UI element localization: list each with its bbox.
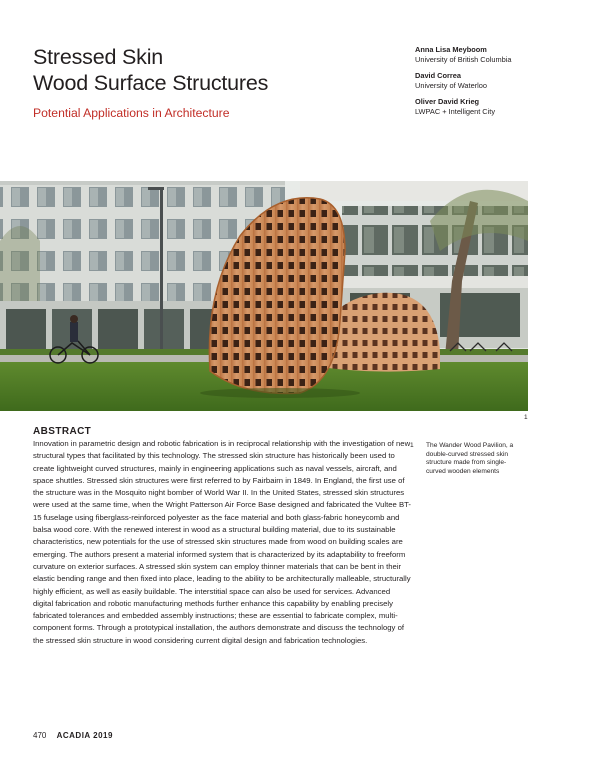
paper-title [33, 44, 268, 96]
caption-text: The Wander Wood Pavilion, a double-curved stressed skin structure made from single-curved wooden elements [426, 442, 514, 475]
conference-name: ACADIA 2019 [56, 731, 113, 740]
figure-number: 1 [524, 414, 528, 421]
page-footer [33, 731, 113, 740]
paper-subtitle: Potential Applications in Architecture [33, 106, 230, 120]
author-name: David Correa [415, 71, 462, 80]
author-entry [415, 97, 512, 117]
abstract-heading: ABSTRACT [33, 426, 92, 437]
abstract-body: Innovation in parametric design and robotic fabrication is in reciprocal relationship with the investigation of new structural types that facilitated by this technology. The stressed skin structure has historically been used to create lightweight curved structures, mainly in engineering applications such as naval vessels, aircraft, and space shuttles. Stressed skin structures were first referred to by Fairbairn in 1849. In England, the first use of the structure was in the Mosquito night bomber of World War II. In the United States, stressed skin structures were used at the same time, when the Wright Patterson Air Force Base designed and fabricated the Vultee BT-15 fuselage using fiberglass-reinforced polyester as the face material and both glass-fabric honeycomb and balsa wood core. With the renewed interest in wood as a structural building material, due to its sustainable characteristics, new potentials for the use of stressed skin structures made from wood on building scales are emerging. The authors present a material informed system that is characterized by its adaptability to freeform curvature on exterior surfaces. A stressed skin system can employ thinner materials that can be bent in their elastic bending range and then fixed into place, leading to the ability to be architecturally malleable, structurally highly efficient, as well as easily buildable. The interstitial space can also be used for services. Advanced digital fabrication and robotic manufacturing methods further enhance this capability by enabling precisely fabricated tolerances and embedded assembly instructions; these are essential to fabricate complex, multi-component forms. Through a prototypical installation, the authors demonstrate and discuss the technology of the stressed skin structure in wood considering current digital design and fabrication technologies. [33, 439, 411, 645]
author-entry [415, 45, 512, 65]
author-affiliation: LWPAC + Intelligent City [415, 107, 496, 116]
author-name: Anna Lisa Meyboom [415, 45, 487, 54]
page-number: 470 [33, 731, 47, 740]
author-affiliation: University of British Columbia [415, 55, 512, 64]
author-list [415, 45, 512, 123]
pavilion-photo [0, 181, 528, 411]
author-affiliation: University of Waterloo [415, 81, 488, 90]
paper-title-line-2: Wood Surface Structures [33, 71, 269, 95]
figure-caption [410, 442, 522, 476]
caption-number: 1 [410, 442, 414, 449]
author-entry [415, 71, 512, 91]
paper-title-line-1: Stressed Skin [33, 45, 164, 69]
author-name: Oliver David Krieg [415, 97, 480, 106]
